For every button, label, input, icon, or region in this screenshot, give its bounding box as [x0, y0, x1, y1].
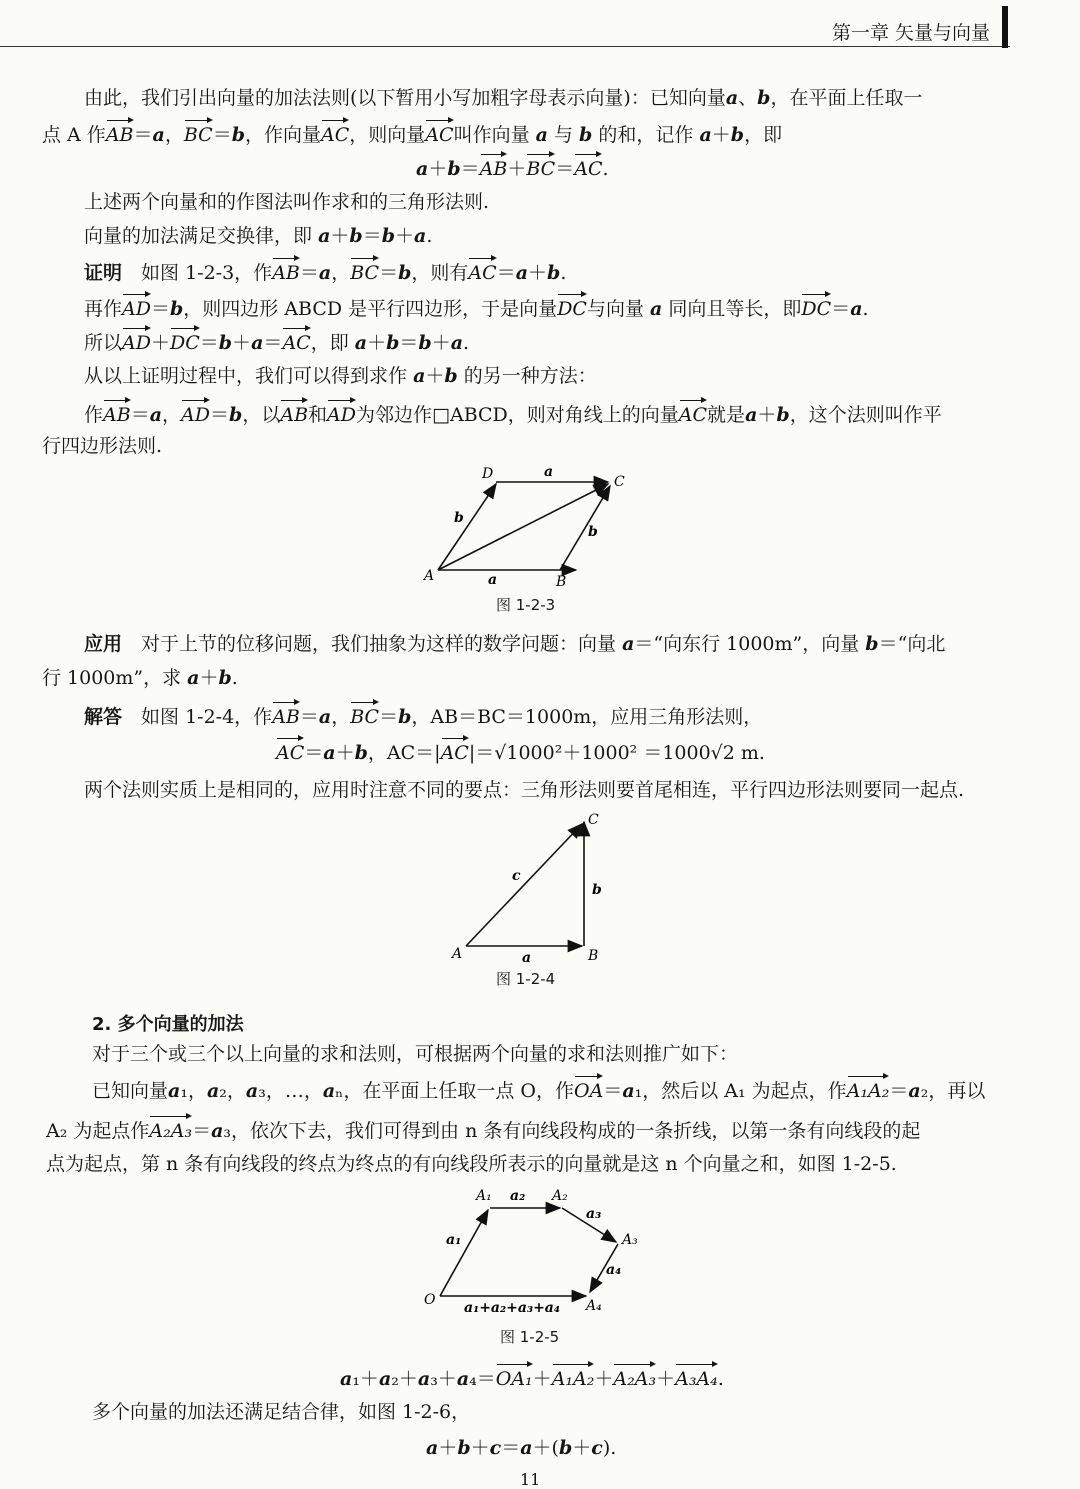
svg-text:A₁: A₁ — [476, 1188, 492, 1204]
svg-text:a: a — [488, 572, 498, 588]
text-span: 向北 — [907, 633, 946, 655]
text-span: ，在平面上任取一 — [770, 87, 923, 109]
formula-associative: a＋b＋c＝a＋(b＋c). — [426, 1437, 617, 1459]
figure-1-2-3 — [410, 462, 650, 592]
svg-text:a: a — [544, 464, 554, 480]
chapter-title: 第一章 矢量与向量 — [831, 22, 990, 44]
para-multi-4: 点为起点，第 n 条有向线段的终点为终点的有向线段所表示的向量就是这 n 个向量之和，如图 1-2-5. — [46, 1153, 897, 1175]
text-span: 叫作向量 — [453, 124, 530, 146]
para-parallelogram-rule: 作AB＝a，AD＝b，以AB和AD为邻边作□ABCD，则对角线上的向量AC就是a＋b，这个法则叫作平 — [84, 398, 942, 429]
svg-text:a₄: a₄ — [606, 1262, 622, 1278]
formula-triangle: a＋b＝AB＋BC＝AC. — [416, 152, 609, 183]
para-triangle-rule: 上述两个向量和的作图法叫作求和的三角形法则. — [84, 191, 490, 213]
svg-text:D: D — [482, 466, 494, 482]
text-span: |＝√1000²＋1000² ＝1000√2 m. — [468, 742, 765, 764]
svg-text:A: A — [452, 946, 463, 962]
caption-fig-1-2-4: 图 1-2-4 — [496, 970, 556, 988]
svg-text:a₃: a₃ — [586, 1206, 602, 1222]
text-span: 向东行 1000m”，向量 — [663, 633, 860, 655]
para-associative: 多个向量的加法还满足结合律，如图 1-2-6， — [92, 1401, 471, 1423]
svg-text:a₁: a₁ — [446, 1232, 462, 1248]
text-span: 的另一种方法： — [463, 365, 597, 387]
caption-fig-1-2-3: 图 1-2-3 — [496, 596, 556, 614]
svg-text:b: b — [588, 524, 598, 540]
formula-multi-sum: a₁＋a₂＋a₃＋a₄＝OA₁＋A₁A₂＋A₂A₃＋A₃A₄. — [340, 1362, 724, 1393]
answer-label: 解答 — [84, 706, 123, 728]
para-commutative: 向量的加法满足交换律，即 a＋b＝b＋a. — [84, 225, 433, 247]
para-addition-rule-1: 由此，我们引出向量的加法法则(以下暂用小写加粗字母表示向量)：已知向量a、b，在平面上任取一 — [84, 87, 923, 109]
page-number: 11 — [520, 1470, 541, 1489]
text-span: ，作向量 — [245, 124, 322, 146]
section-heading: 2. 多个向量的加法 — [92, 1014, 244, 1035]
text-span: ，这个法则叫作平 — [789, 404, 942, 426]
svg-text:C: C — [614, 474, 625, 490]
text-span: 由此，我们引出向量的加法法则(以下暂用小写加粗字母表示向量)：已知向量 — [84, 87, 726, 109]
text-span: 再作 — [84, 298, 123, 320]
para-therefore: 所以AD＋DC＝b＋a＝AC，即 a＋b＝b＋a. — [84, 326, 469, 357]
text-span: 所以 — [84, 332, 123, 354]
para-two-rules: 两个法则实质上是相同的，应用时注意不同的要点：三角形法则要首尾相连，平行四边形法则要同一起点. — [84, 779, 965, 801]
text-span: ，AC＝| — [367, 742, 441, 764]
text-span: 从以上证明过程中，我们可以得到求作 — [84, 365, 408, 387]
text-span: 对于上节的位移问题，我们抽象为这样的数学问题：向量 — [141, 633, 617, 655]
figure-1-2-4 — [444, 808, 614, 968]
figure-1-2-5 — [410, 1180, 670, 1320]
svg-text:C: C — [588, 812, 599, 828]
text-span: 就是 — [707, 404, 746, 426]
text-span: A₂ 为起点作 — [46, 1120, 150, 1142]
svg-text:a₁+a₂+a₃+a₄: a₁+a₂+a₃+a₄ — [464, 1300, 561, 1316]
text-span: ，AB＝BC＝1000m，应用三角形法则， — [411, 706, 763, 728]
svg-text:a₂: a₂ — [510, 1188, 526, 1204]
text-span: 作 — [84, 404, 104, 426]
text-span: 如图 1-2-3，作 — [141, 262, 273, 284]
para-proof: 证明 如图 1-2-3，作AB＝a，BC＝b，则有AC＝a＋b. — [84, 256, 566, 287]
text-span: ，然后以 A₁ 为起点，作 — [642, 1080, 847, 1102]
para-multi-1: 对于三个或三个以上向量的求和法则，可根据两个向量的求和法则推广如下： — [92, 1043, 739, 1065]
text-span: 的和，记作 — [598, 124, 694, 146]
formula-answer: AC＝a＋b，AC＝|AC|＝√1000²＋1000² ＝1000√2 m. — [276, 736, 765, 767]
para-another-method: 从以上证明过程中，我们可以得到求作 a＋b 的另一种方法： — [84, 365, 597, 387]
svg-text:B: B — [588, 948, 599, 964]
svg-text:a: a — [522, 950, 532, 966]
text-span: ，在平面上任取一点 O，作 — [343, 1080, 574, 1102]
proof-label: 证明 — [84, 262, 123, 284]
header-bar — [1002, 6, 1008, 48]
para-multi-3: A₂ 为起点作A₂A₃＝a₃，依次下去，我们可得到由 n 条有向线段构成的一条折线，以第一条有向线段的起 — [46, 1114, 920, 1145]
text-span: ，则四边形 ABCD 是平行四边形，于是向量 — [183, 298, 558, 320]
text-span: 与向量 — [586, 298, 644, 320]
caption-fig-1-2-5: 图 1-2-5 — [500, 1328, 560, 1346]
text-span: ，依次下去，我们可得到由 n 条有向线段构成的一条折线，以第一条有向线段的起 — [231, 1120, 921, 1142]
svg-text:c: c — [512, 868, 521, 884]
text-span: 行 1000m”，求 — [42, 667, 182, 689]
svg-text:O: O — [424, 1292, 436, 1308]
header-rule — [0, 46, 1010, 47]
para-parallelogram-rule-end: 行四边形法则. — [42, 435, 163, 457]
svg-text:B: B — [556, 574, 567, 590]
text-span: 同向且等长，即 — [668, 298, 802, 320]
svg-text:A₄: A₄ — [586, 1298, 602, 1314]
text-span: 为邻边作□ABCD，则对角线上的向量 — [356, 404, 679, 426]
application-label: 应用 — [84, 633, 123, 655]
para-answer: 解答 如图 1-2-4，作AB＝a，BC＝b，AB＝BC＝1000m，应用三角形法则， — [84, 700, 762, 731]
text-span: 向量的加法满足交换律，即 — [84, 225, 313, 247]
text-span: ，则向量 — [349, 124, 426, 146]
page-header — [0, 0, 1080, 60]
text-span: 如图 1-2-4，作 — [141, 706, 273, 728]
text-span: 已知向量 — [92, 1080, 169, 1102]
para-application: 应用 对于上节的位移问题，我们抽象为这样的数学问题：向量 a＝“向东行 1000m”，向量 b＝“向北 — [84, 633, 946, 655]
svg-text:b: b — [454, 510, 464, 526]
text-span: ，则有 — [411, 262, 469, 284]
para-addition-rule-2: 点 A 作AB＝a，BC＝b，作向量AC，则向量AC叫作向量 a 与 b 的和，记作 a＋b，即 — [42, 118, 782, 149]
svg-text:b: b — [592, 882, 602, 898]
svg-text:A₃: A₃ — [622, 1232, 638, 1248]
svg-text:A: A — [424, 568, 435, 584]
text-span: ，即 — [310, 332, 349, 354]
text-span: ，再以 — [928, 1080, 986, 1102]
text-span: 点 A 作 — [42, 124, 106, 146]
svg-text:A₂: A₂ — [552, 1188, 568, 1204]
para-application-end: 行 1000m”，求 a＋b. — [42, 667, 238, 689]
text-span: 和 — [308, 404, 328, 426]
para-multi-2: 已知向量a₁，a₂，a₃，…，aₙ，在平面上任取一点 O，作OA＝a₁，然后以 A₁ 为起点，作A₁A₂＝a₂，再以 — [92, 1074, 985, 1105]
para-parallelogram-proof: 再作AD＝b，则四边形 ABCD 是平行四边形，于是向量DC与向量 a 同向且等长，即DC＝a. — [84, 292, 869, 323]
text-span: ，以 — [242, 404, 281, 426]
